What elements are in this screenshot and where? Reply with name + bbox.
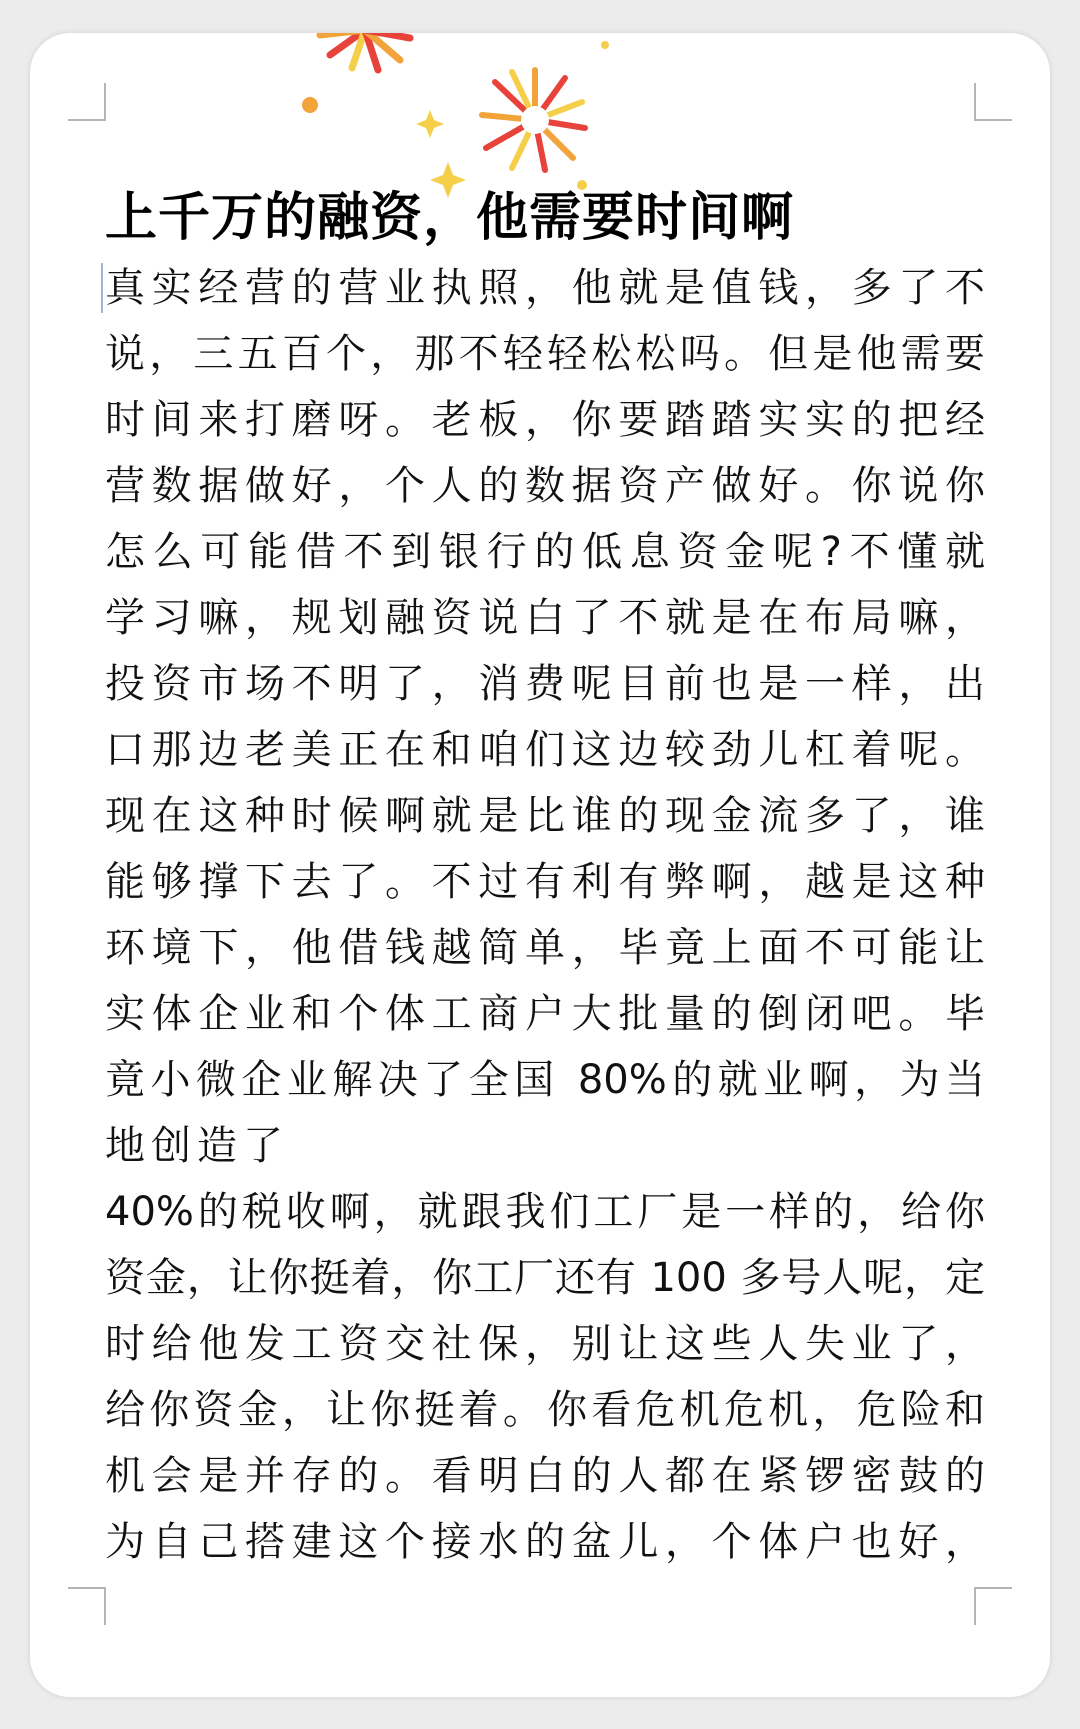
body-line: 机会是并存的。看明白的人都在紧锣密鼓的 [105,1453,985,1499]
crop-mark-bottom-right [974,1587,1012,1625]
firework-right [482,70,585,170]
body-line: 为自己搭建这个接水的盆儿，个体户也好， [105,1519,985,1565]
body-line: 时间来打磨呀。老板，你要踏踏实实的把经 [105,397,985,443]
body-line: 营数据做好，个人的数据资产做好。你说你 [105,463,985,509]
article-title: 上千万的融资，他需要时间啊 [105,188,795,248]
crop-mark-bottom-left [68,1587,106,1625]
body-line: 怎么可能借不到银行的低息资金呢?不懂就 [105,529,985,575]
body-line: 环境下，他借钱越简单，毕竟上面不可能让 [105,925,985,971]
body-line: 资金，让你挺着，你工厂还有 100 多号人呢，定 [105,1255,985,1301]
body-line: 时给他发工资交社保，别让这些人失业了， [105,1321,985,1367]
confetti-dot [601,41,609,49]
crop-mark-top-right [974,83,1012,121]
article-body [105,255,985,1575]
body-line: 竟小微企业解决了全国 80%的就业啊，为当 [105,1057,985,1103]
sparkle-icon [416,110,444,138]
body-line: 投资市场不明了，消费呢目前也是一样，出 [105,661,985,707]
body-line: 口那边老美正在和咱们这边较劲儿杠着呢。 [105,727,985,773]
body-line: 说，三五百个，那不轻轻松松吗。但是他需要 [105,331,985,377]
confetti-dot [302,97,318,113]
body-line: 真实经营的营业执照，他就是值钱，多了不 [105,255,985,321]
body-line: 40%的税收啊，就跟我们工厂是一样的，给你 [105,1189,985,1235]
text-cursor [101,263,103,313]
crop-mark-top-left [68,83,106,121]
body-line: 能够撑下去了。不过有利有弊啊，越是这种 [105,859,985,905]
body-line: 实体企业和个体工商户大批量的倒闭吧。毕 [105,991,985,1037]
body-line: 现在这种时候啊就是比谁的现金流多了，谁 [105,793,985,839]
article [105,181,985,1575]
body-line: 地创造了 [105,1123,289,1169]
body-line: 学习嘛，规划融资说白了不就是在布局嘛， [105,595,985,641]
body-line: 给你资金，让你挺着。你看危机危机，危险和 [105,1387,985,1433]
document-page [30,33,1050,1697]
firework-left [320,33,410,70]
